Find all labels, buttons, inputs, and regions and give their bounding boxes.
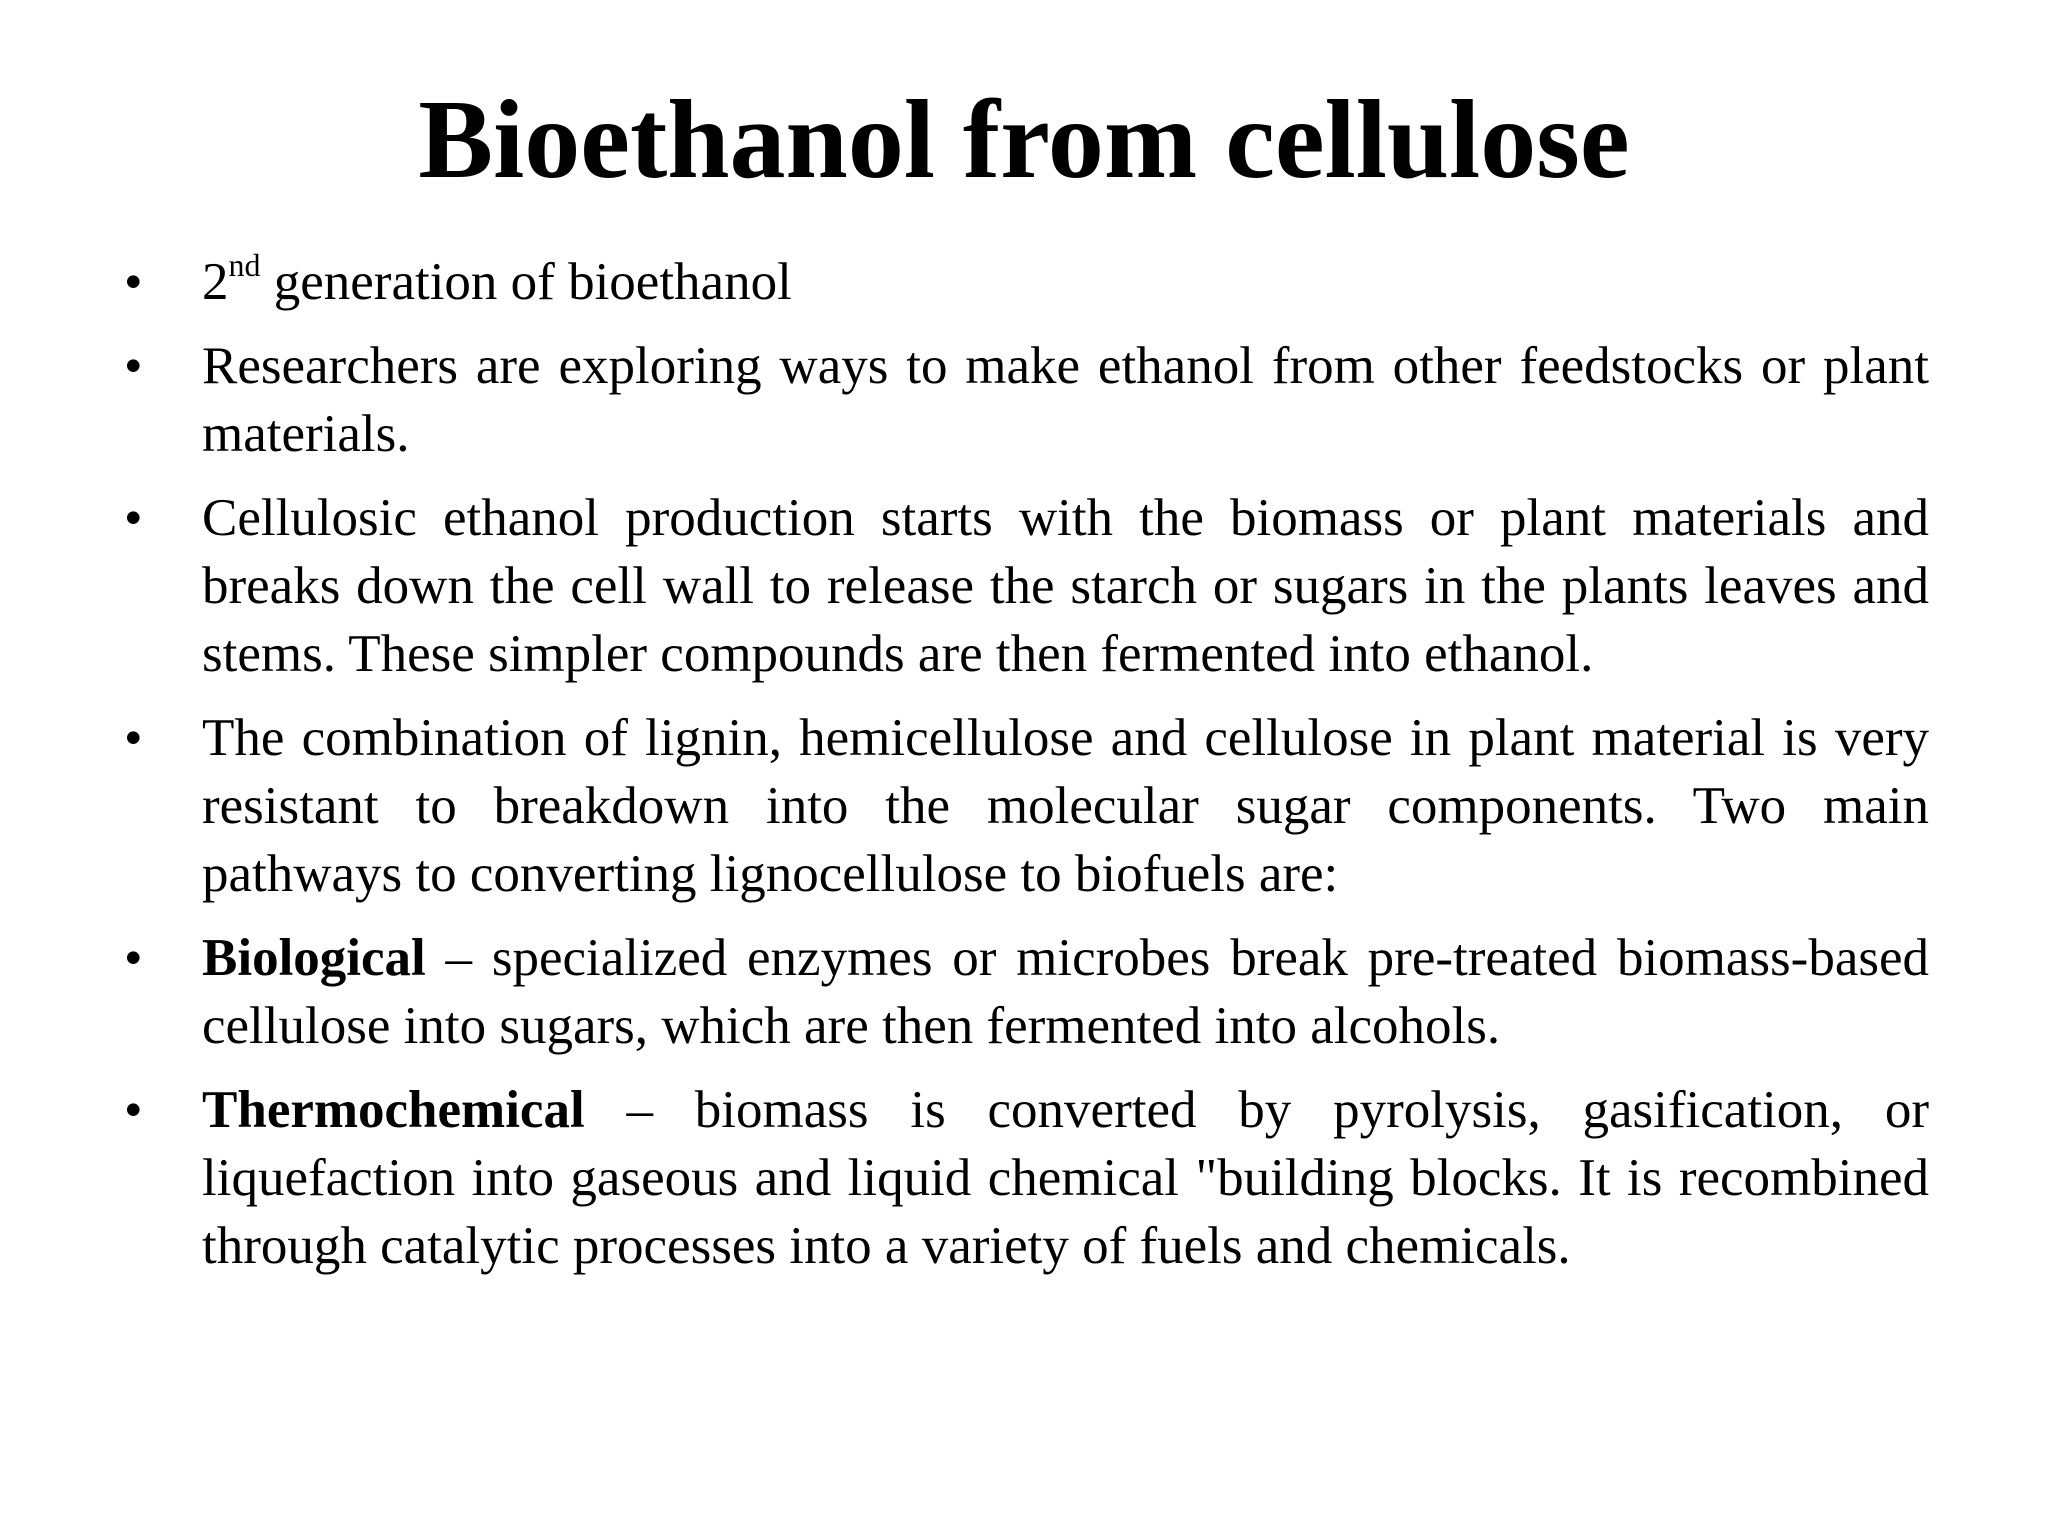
slide-title: Bioethanol from cellulose <box>418 78 1630 202</box>
bullet-text: The combination of lignin, hemicellulose and cellulose in plant material is very resistant to breakdown into the molecular sugar components. Two main pathways to converting lignocellulose to biofuels are: <box>202 709 1929 903</box>
bullet-term: Biological <box>202 929 426 987</box>
bullet-text: generation of bioethanol <box>260 253 792 311</box>
bullet-item-generation <box>124 248 1929 316</box>
bullet-text: Researchers are exploring ways to make ethanol from other feedstocks or plant materials. <box>202 337 1929 463</box>
bullet-item-biological <box>124 924 1929 1060</box>
bullet-text: Cellulosic ethanol production starts with the biomass or plant materials and breaks down the cell wall to release the starch or sugars in the plants leaves and stems. These simpler compounds are then fermented into ethanol. <box>202 489 1929 683</box>
bullet-superscript: nd <box>228 247 261 284</box>
bullet-item-cellulosic-production <box>124 484 1929 688</box>
bullet-list <box>124 248 1929 1296</box>
bullet-term: Thermochemical <box>202 1081 585 1139</box>
bullet-text: – specialized enzymes or microbes break pre-treated biomass-based cellulose into sugars, which are then fermented into alcohols. <box>202 929 1929 1055</box>
bullet-item-lignin-combination <box>124 704 1929 908</box>
bullet-icon: • <box>124 337 143 395</box>
bullet-prefix: 2 <box>202 253 229 311</box>
bullet-icon: • <box>124 1081 143 1139</box>
bullet-item-researchers <box>124 332 1929 468</box>
bullet-icon: • <box>124 489 143 547</box>
bullet-icon: • <box>124 253 143 311</box>
bullet-text: – biomass is converted by pyrolysis, gasification, or liquefaction into gaseous and liquid chemical "building blocks. It is recombined through catalytic processes into a variety of fuels and chemicals. <box>202 1081 1929 1275</box>
bullet-icon: • <box>124 709 143 767</box>
bullet-item-thermochemical <box>124 1076 1929 1280</box>
bullet-icon: • <box>124 929 143 987</box>
